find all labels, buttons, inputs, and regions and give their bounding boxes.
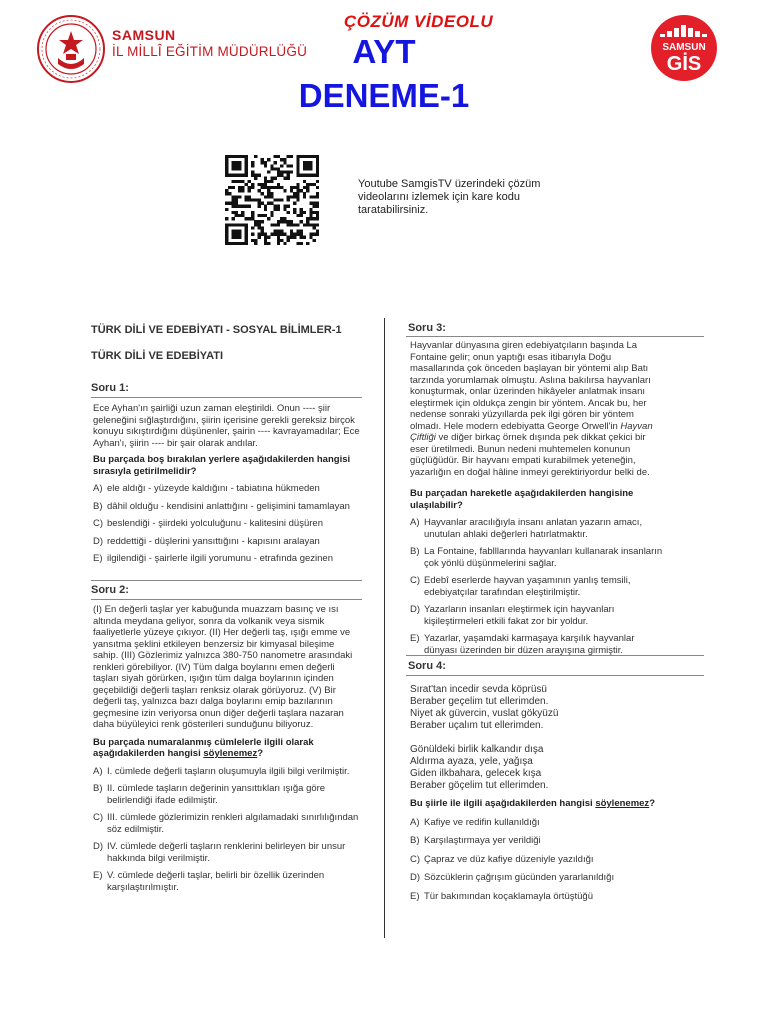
poem-line: [410, 732, 670, 744]
poem-line: Aldırma ayaza, yele, yağışa: [410, 756, 533, 767]
option-d[interactable]: D) IV. cümlede değerli taşların renklerini belirleyen bir unsur hakkında bilgi verilmiştir.: [93, 841, 346, 864]
option-b[interactable]: B) dâhil olduğu - kendisini anlattığını - gelişimini tamamlayan: [93, 500, 350, 512]
question-1-passage: Ece Ayhan'ın şairliği uzun zaman eleştirildi. Onun ---- şiir geleneğini sığlaştırdığını, şiirin içerisine gerekli gereksiz birçok konuyu sıkıştırdığını düşünenler, şairin ---- kavrayamadılar; Ece Ayhan'ı, şiirin ---- bir şair olarak andılar.: [93, 403, 360, 449]
question-3: [410, 340, 665, 656]
question-2: [93, 604, 359, 893]
question-4: [410, 684, 670, 902]
option-e[interactable]: E) Yazarlar, yaşamdaki karmaşaya karşılık hayvanlar dünyası üzerinden bir düzen arayışına girmiştir.: [410, 633, 635, 656]
option-d[interactable]: D) Sözcüklerin çağrışım gücünden yararlanıldığı: [410, 872, 615, 883]
option-b[interactable]: B) La Fontaine, fablllarında hayvanları kullanarak insanların çok yönlü düşünmelerini sağlar.: [410, 546, 663, 569]
poem-line: Beraber uçalım tut ellerimden.: [410, 720, 544, 731]
option-c[interactable]: C) III. cümlede gözlerimizin renkleri algılamadaki sınırlılığından söz edilmiştir.: [93, 812, 359, 835]
option-c[interactable]: C) beslendiği - şiirdeki yolculuğunu - kalitesini düşüren: [93, 518, 323, 529]
divider: [406, 655, 704, 656]
option-a[interactable]: A) I. cümlede değerli taşların oluşumuyla ilgili bilgi verilmiştir.: [93, 765, 350, 777]
option-e[interactable]: E) V. cümlede değerli taşlar, belirli bir özellik üzerinden karşılaştırılmıştır.: [93, 870, 325, 893]
question-2-passage: (I) En değerli taşlar yer kabuğunda muazzam basınç ve ısı altında meydana geliyor, sonra da volkanik veya sismik faaliyetlerle yüzeye çıkıyor. (II) Her değerli taş, ışığı emme ve yansıtma şeklini etkileyen benzersiz bir kimyasal bileşime sahip. (III) Gözlerimiz yalnızca 380-750 nanometre arasındaki renkleri görebiliyor. (IV) Tüm dalga boylarını emen değerli taşları siyah görürken, ışığın tüm dalga boylarının içinden geçebildiği değerli taşları renksiz olarak görüyoruz. (V) Bir değerli taş, yalnızca bazı dalga boylarını emip bazılarının geçmesine izin veriyorsa onun diğer değerli taşlara nazaran daha büyüleyici renk gösterileri sunduğunu biliyoruz.: [93, 604, 353, 730]
video-badge: ÇÖZÜM VİDEOLU: [344, 12, 494, 31]
question-2-stem: Bu parçada numaralanmış cümlelerle ilgili olarak aşağıdakilerden hangisi söylenemez?: [93, 736, 314, 759]
divider: [91, 397, 362, 398]
option-e[interactable]: E) ilgilendiği - şairlerle ilgili yorumunu - etrafında gezinen: [93, 553, 334, 564]
question-1-label: Soru 1:: [91, 382, 129, 394]
poem-line: Niyet ak güvercin, vuslat gökyüzü: [410, 708, 559, 719]
question-1: [93, 403, 361, 565]
option-b[interactable]: B) II. cümlede taşların değerinin yansıttıkları ışığa göre belirlendiği ifade edilmiştir.: [93, 783, 326, 806]
option-e[interactable]: E) Tür bakımından koçaklamayla örtüştüğü: [410, 890, 593, 902]
exam-subtitle: DENEME-1: [298, 77, 470, 114]
poem-line: Gönüldeki birlik kalkandır dışa: [410, 744, 544, 755]
divider: [406, 675, 704, 676]
qr-instruction: Youtube SamgisTV üzerindeki çözüm videolarını izlemek için kare kodu taratabilirsiniz.: [358, 178, 541, 216]
option-c[interactable]: C) Edebî eserlerde hayvan yaşamının yanlış temsili, edebiyatçılar tarafından eleştirilmiştir.: [410, 575, 631, 598]
divider: [91, 599, 362, 600]
question-1-stem: Bu parçada boş bırakılan yerlere aşağıdakilerden hangisi sırasıyla getirilmelidir?: [93, 454, 351, 477]
question-2-label: Soru 2:: [91, 584, 129, 596]
column-divider: [384, 318, 385, 938]
option-d[interactable]: D) reddettiği - düşlerini yansıttığını - kapısını aralayan: [93, 535, 320, 547]
logo-right-line2: GİS: [666, 53, 702, 75]
option-c[interactable]: C) Çapraz ve düz kafiye düzeniyle yazıldığı: [410, 853, 594, 865]
question-3-passage: Hayvanlar dünyasına giren edebiyatçıların başında La Fontaine gelir; onun yaptığı esas itibarıyla Doğu masallarında çok önceden başlayan bir yöntemi alıp Batı tarzında yorumlamak olmuştu. Aslına bakılırsa hayvanları konuşturmak, onlar üzerinden hikâyeler anlatmak insanı eleştirmek için oldukça zengin bir yöntem. Ancak bu, her nedense sonraki yüzyıllarda pek ilgi gören bir yöntem olmadı. Hele modern edebiyatta George Orwell'in Hayvan Çiftliği ve diğer birkaç örnek dışında pek dikkat çekici bir eser üretilmedi. Bunun nedeni muhtemelen konunun güçlüğüdür. Bir hayvanı empati kurabilmek yeteneğin, yazarlığın en doğal hâline inmeyi gerektiriyordur belki de.: [410, 340, 653, 478]
subject-title: TÜRK DİLİ VE EDEBİYATI: [91, 350, 224, 362]
option-b[interactable]: B) Karşılaştırmaya yer verildiği: [410, 835, 541, 846]
logo-right-line1: SAMSUN: [662, 42, 706, 53]
poem-line: Beraber göçelim tut ellerimden.: [410, 780, 549, 791]
exam-section-title: TÜRK DİLİ VE EDEBİYATI - SOSYAL BİLİMLER-1: [91, 324, 342, 336]
exam-title: AYT: [352, 33, 416, 70]
question-3-label: Soru 3:: [408, 322, 446, 334]
question-4-poem: [410, 684, 670, 792]
org-name-line1: SAMSUN: [112, 27, 176, 43]
option-d[interactable]: D) Yazarların insanları eleştirmek için hayvanları kişileştirmeleri etkili fakat zor bir yoldur.: [410, 604, 615, 627]
option-a[interactable]: A) ele aldığı - yüzeyde kaldığını - tabiatına hükmeden: [93, 483, 320, 494]
samgis-logo-icon: [650, 14, 718, 82]
divider: [91, 580, 362, 581]
qr-code-icon[interactable]: [225, 155, 319, 245]
divider: [406, 336, 704, 337]
poem-line: Beraber geçelim tut ellerimden.: [410, 696, 549, 707]
poem-line: Sırat'tan incedir sevda köprüsü: [410, 684, 547, 695]
question-4-label: Soru 4:: [408, 660, 446, 672]
question-4-stem: Bu şiirle ile ilgili aşağıdakilerden hangisi söylenemez?: [410, 798, 655, 809]
question-3-stem: Bu parçadan hareketle aşağıdakilerden hangisine ulaşılabilir?: [410, 488, 634, 511]
option-a[interactable]: A) Hayvanlar aracılığıyla insanı anlatan yazarın amacı, unutulan ahlaki değerleri hatırlatmaktır.: [410, 517, 643, 540]
poem-line: Giden ilkbahara, gelecek kışa: [410, 768, 542, 779]
org-name-line2: İL MİLLÎ EĞİTİM MÜDÜRLÜĞÜ: [112, 44, 308, 59]
option-a[interactable]: A) Kafiye ve redifin kullanıldığı: [410, 816, 540, 828]
